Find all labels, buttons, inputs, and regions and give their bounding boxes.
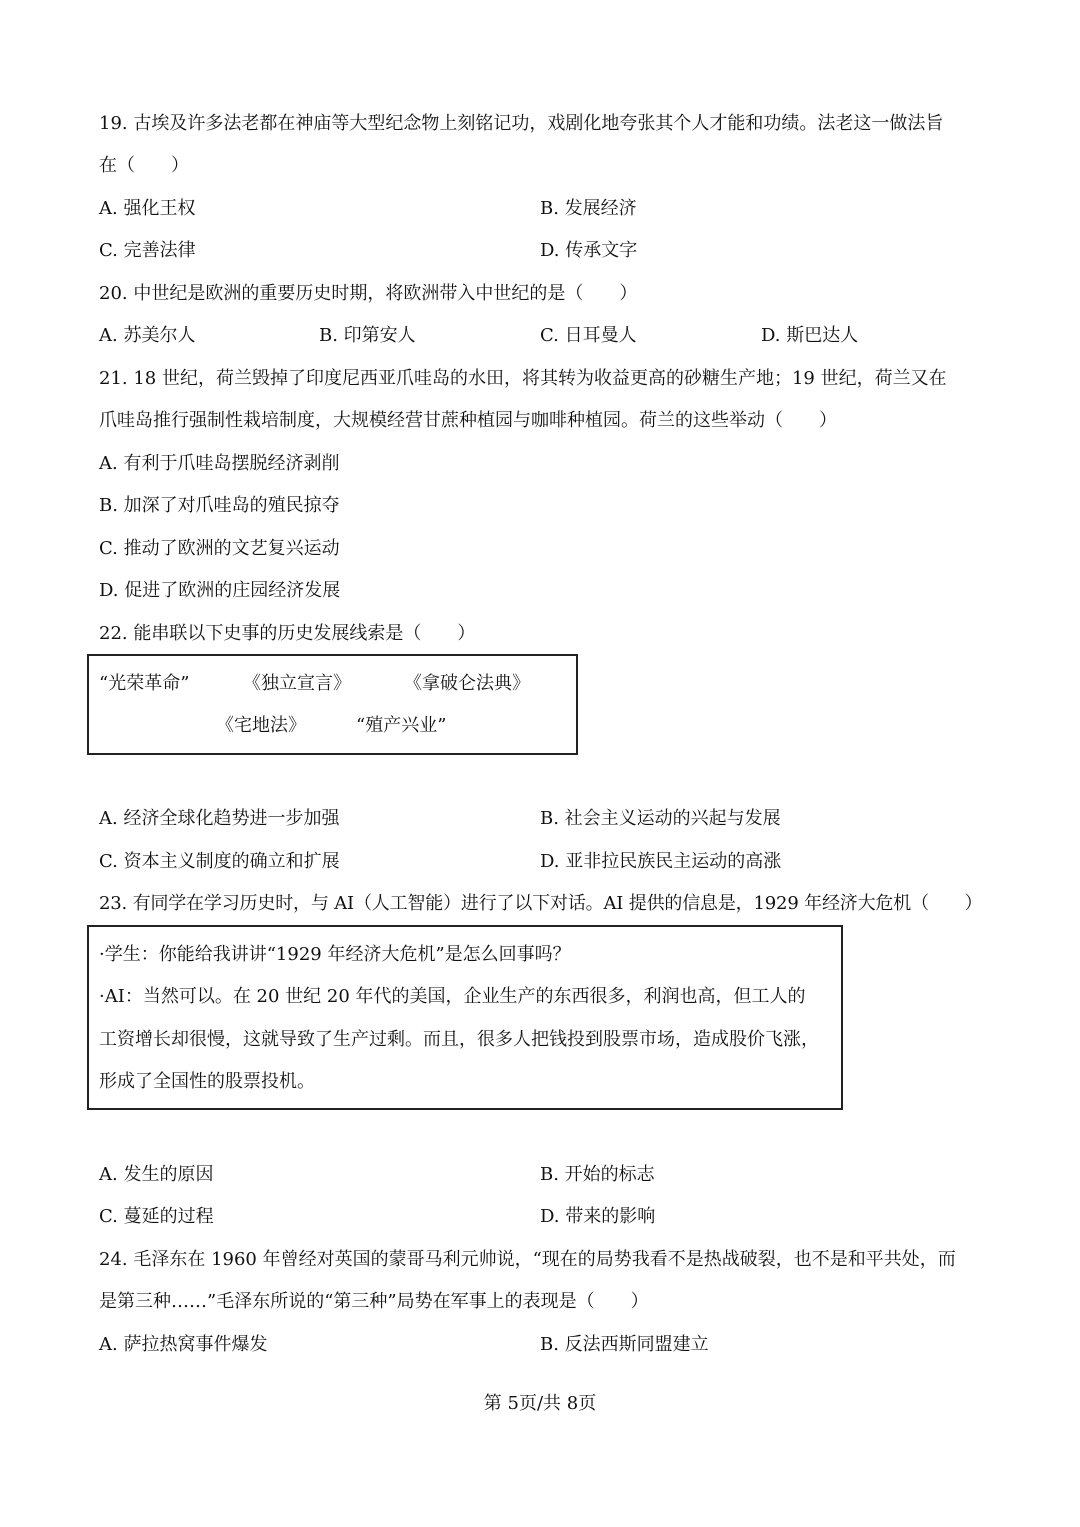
- q20-option-d[interactable]: D. 斯巴达人: [761, 325, 859, 346]
- q19-option-b[interactable]: B. 发展经济: [540, 198, 637, 219]
- q24-stem-line1: 24. 毛泽东在 1960 年曾经对英国的蒙哥马利元帅说，“现在的局势我看不是热战破裂，也不是和平共处，而: [99, 1249, 956, 1270]
- q24-option-a[interactable]: A. 萨拉热窝事件爆发: [99, 1334, 268, 1355]
- q22-option-d[interactable]: D. 亚非拉民族民主运动的高涨: [540, 851, 782, 872]
- page-number-footer: 第 5页/共 8页: [483, 1393, 597, 1414]
- q21-stem-line1: 21. 18 世纪，荷兰毁掉了印度尼西亚爪哇岛的水田，将其转为收益更高的砂糖生产地；19 世纪，荷兰又在: [99, 368, 947, 389]
- q19-option-d[interactable]: D. 传承文字: [540, 240, 638, 261]
- q22-option-b[interactable]: B. 社会主义运动的兴起与发展: [540, 808, 781, 829]
- q20-option-a[interactable]: A. 苏美尔人: [99, 325, 196, 346]
- q24-stem-line2: 是第三种……”毛泽东所说的“第三种”局势在军事上的表现是（ ）: [99, 1291, 649, 1312]
- q21-option-c[interactable]: C. 推动了欧洲的文艺复兴运动: [99, 538, 340, 559]
- q22-option-a[interactable]: A. 经济全球化趋势进一步加强: [99, 808, 340, 829]
- q23-dialogue-ai-line1: ·AI：当然可以。在 20 世纪 20 年代的美国，企业生产的东西很多，利润也高，但工人的: [99, 986, 806, 1007]
- q22-event-napoleonic-code: 《拿破仑法典》: [404, 673, 530, 694]
- q22-event-declaration-of-independence: 《独立宣言》: [243, 673, 351, 694]
- q24-option-b[interactable]: B. 反法西斯同盟建立: [540, 1334, 709, 1355]
- q22-event-industrial-promotion: “殖产兴业”: [356, 715, 447, 736]
- q23-dialogue-ai-line2: 工资增长却很慢，这就导致了生产过剩。而且，很多人把钱投到股票市场，造成股价飞涨，: [99, 1029, 819, 1050]
- q19-stem-line1: 19. 古埃及许多法老都在神庙等大型纪念物上刻铭记功，戏剧化地夸张其个人才能和功绩。法老这一做法旨: [99, 113, 944, 134]
- q23-option-a[interactable]: A. 发生的原因: [99, 1164, 214, 1185]
- q21-stem-line2: 爪哇岛推行强制性栽培制度，大规模经营甘蔗种植园与咖啡种植园。荷兰的这些举动（ ）: [99, 410, 837, 431]
- q22-event-homestead-act: 《宅地法》: [216, 715, 306, 736]
- q22-event-glorious-revolution: “光荣革命”: [99, 673, 190, 694]
- q20-option-b[interactable]: B. 印第安人: [319, 325, 416, 346]
- q19-stem-line2: 在（ ）: [99, 155, 189, 176]
- q19-option-c[interactable]: C. 完善法律: [99, 240, 196, 261]
- q22-events-box: [87, 654, 578, 755]
- q21-option-b[interactable]: B. 加深了对爪哇岛的殖民掠夺: [99, 495, 340, 516]
- q20-stem: 20. 中世纪是欧洲的重要历史时期，将欧洲带入中世纪的是（ ）: [99, 283, 638, 304]
- q19-option-a[interactable]: A. 强化王权: [99, 198, 196, 219]
- q21-option-d[interactable]: D. 促进了欧洲的庄园经济发展: [99, 580, 341, 601]
- q23-stem: 23. 有同学在学习历史时，与 AI（人工智能）进行了以下对话。AI 提供的信息是，1929 年经济大危机（ ）: [99, 893, 983, 914]
- q21-option-a[interactable]: A. 有利于爪哇岛摆脱经济剥削: [99, 453, 340, 474]
- q22-stem: 22. 能串联以下史事的历史发展线索是（ ）: [99, 623, 476, 644]
- q23-option-b[interactable]: B. 开始的标志: [540, 1164, 655, 1185]
- q23-dialogue-student: ·学生：你能给我讲讲“1929 年经济大危机”是怎么回事吗？: [99, 944, 571, 965]
- q23-option-d[interactable]: D. 带来的影响: [540, 1206, 656, 1227]
- q23-dialogue-ai-line3: 形成了全国性的股票投机。: [99, 1071, 315, 1092]
- q23-option-c[interactable]: C. 蔓延的过程: [99, 1206, 214, 1227]
- q20-option-c[interactable]: C. 日耳曼人: [540, 325, 637, 346]
- q22-option-c[interactable]: C. 资本主义制度的确立和扩展: [99, 851, 340, 872]
